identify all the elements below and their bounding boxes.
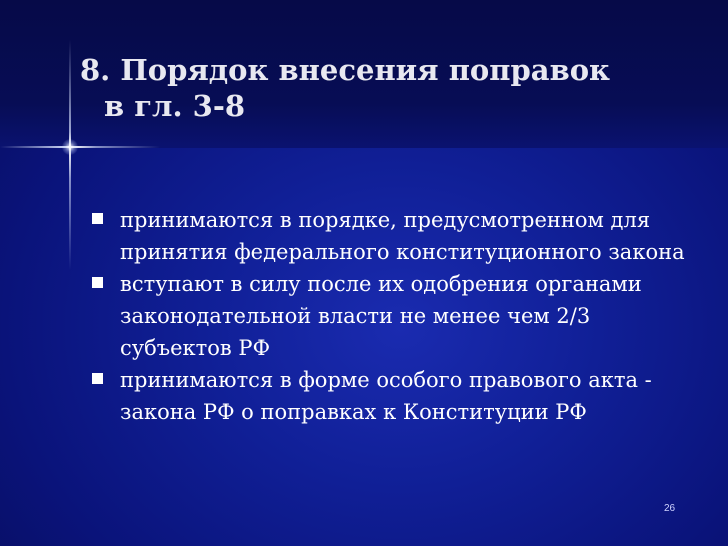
star-sparkle-glow xyxy=(62,139,78,155)
slide-title-line1: 8. Порядок внесения поправок xyxy=(80,53,611,87)
bullet-list xyxy=(92,204,692,428)
star-sparkle-vertical-ray xyxy=(69,40,71,270)
star-sparkle-icon xyxy=(0,146,160,148)
square-bullet-icon xyxy=(92,213,103,224)
bullet-item xyxy=(92,204,692,268)
bullet-text: принимаются в форме особого правового акта - закона РФ о поправках к Конституции РФ xyxy=(120,368,652,424)
bullet-item xyxy=(92,364,692,428)
slide-title-line2: в гл. 3-8 xyxy=(104,89,246,123)
bullet-text: вступают в силу после их одобрения органами законодательной власти не менее чем 2/3 субъектов РФ xyxy=(120,272,642,360)
square-bullet-icon xyxy=(92,373,103,384)
square-bullet-icon xyxy=(92,277,103,288)
bullet-item xyxy=(92,268,692,364)
page-number: 26 xyxy=(664,503,676,514)
slide-title xyxy=(80,52,680,124)
bullet-text: принимаются в порядке, предусмотренном для принятия федерального конституционного закона xyxy=(120,208,685,264)
